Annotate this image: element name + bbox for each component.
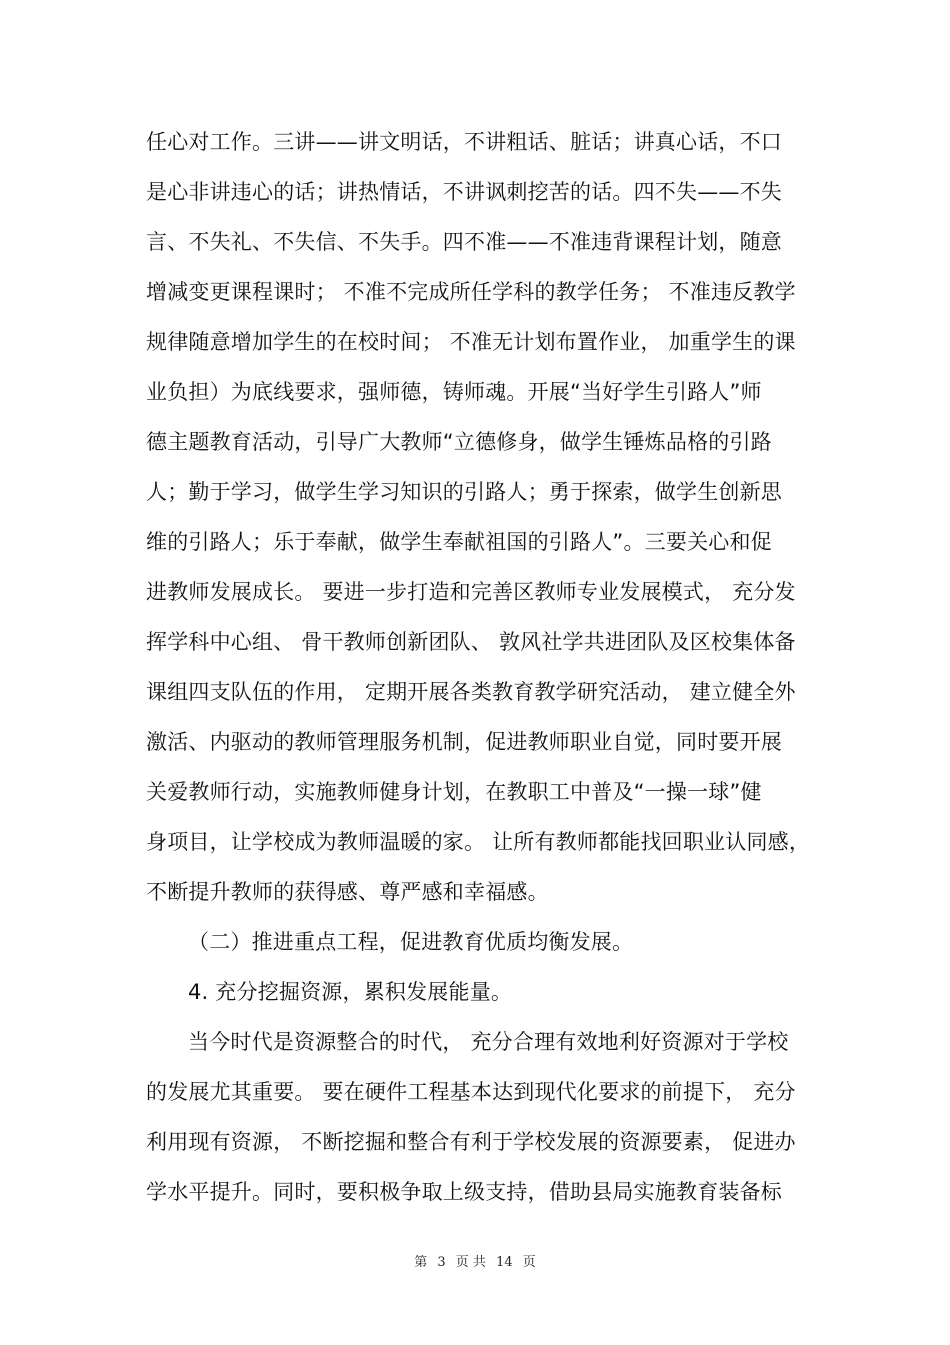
text-line: 是心非讲违心的话；讲热情话，不讲讽刺挖苦的话。四不失——不失 xyxy=(146,180,782,204)
footer-prefix: 第 xyxy=(414,1255,428,1270)
text-line: 人；勤于学习，做学生学习知识的引路人；勇于探索，做学生创新思 xyxy=(146,480,782,504)
text-line: 德主题教育活动，引导广大教师“立德修身，做学生锤炼品格的引路 xyxy=(146,430,772,454)
text-line: 身项目，让学校成为教师温暖的家。 让所有教师都能找回职业认同感， xyxy=(146,830,811,854)
text-line: 学水平提升。同时，要积极争取上级支持，借助县局实施教育装备标 xyxy=(146,1180,782,1204)
text-line: 言、不失礼、不失信、不失手。四不准——不准违背课程计划，随意 xyxy=(146,230,782,254)
text-line: 关爱教师行动，实施教师健身计划，在教职工中普及“一操一球”健 xyxy=(146,780,762,804)
text-line: 的发展尤其重要。 要在硬件工程基本达到现代化要求的前提下， 充分 xyxy=(146,1080,796,1104)
page-footer xyxy=(0,1251,950,1270)
footer-mid: 页 共 xyxy=(455,1255,486,1270)
text-line: 业负担）为底线要求，强师德，铸师魂。开展“当好学生引路人”师 xyxy=(146,380,762,404)
text-line: 任心对工作。三讲——讲文明话，不讲粗话、脏话；讲真心话，不口 xyxy=(146,130,782,154)
text-line: 当今时代是资源整合的时代， 充分合理有效地利好资源对于学校 xyxy=(188,1030,789,1054)
text-line: 4. 充分挖掘资源，累积发展能量。 xyxy=(188,980,513,1004)
text-line: 课组四支队伍的作用， 定期开展各类教育教学研究活动， 建立健全外 xyxy=(146,680,796,704)
text-line: 不断提升教师的获得感、尊严感和幸福感。 xyxy=(146,880,549,904)
text-line: 激活、内驱动的教师管理服务机制，促进教师职业自觉，同时要开展 xyxy=(146,730,782,754)
text-line: 进教师发展成长。 要进一步打造和完善区教师专业发展模式， 充分发 xyxy=(146,580,796,604)
text-line: 利用现有资源， 不断挖掘和整合有利于学校发展的资源要素， 促进办 xyxy=(146,1130,796,1154)
text-line: 挥学科中心组、 骨干教师创新团队、 敦风社学共进团队及区校集体备 xyxy=(146,630,796,654)
total-pages-number: 14 xyxy=(496,1255,513,1270)
body-text xyxy=(146,122,826,1222)
text-line: 规律随意增加学生的在校时间； 不准无计划布置作业， 加重学生的课 xyxy=(146,330,796,354)
text-line: 维的引路人；乐于奉献，做学生奉献祖国的引路人”。三要关心和促 xyxy=(146,530,772,554)
current-page-number: 3 xyxy=(437,1255,446,1270)
footer-suffix: 页 xyxy=(522,1255,536,1270)
text-line: 增减变更课程课时； 不准不完成所任学科的教学任务； 不准违反教学 xyxy=(146,280,796,304)
text-line: （二）推进重点工程，促进教育优质均衡发展。 xyxy=(188,930,634,954)
